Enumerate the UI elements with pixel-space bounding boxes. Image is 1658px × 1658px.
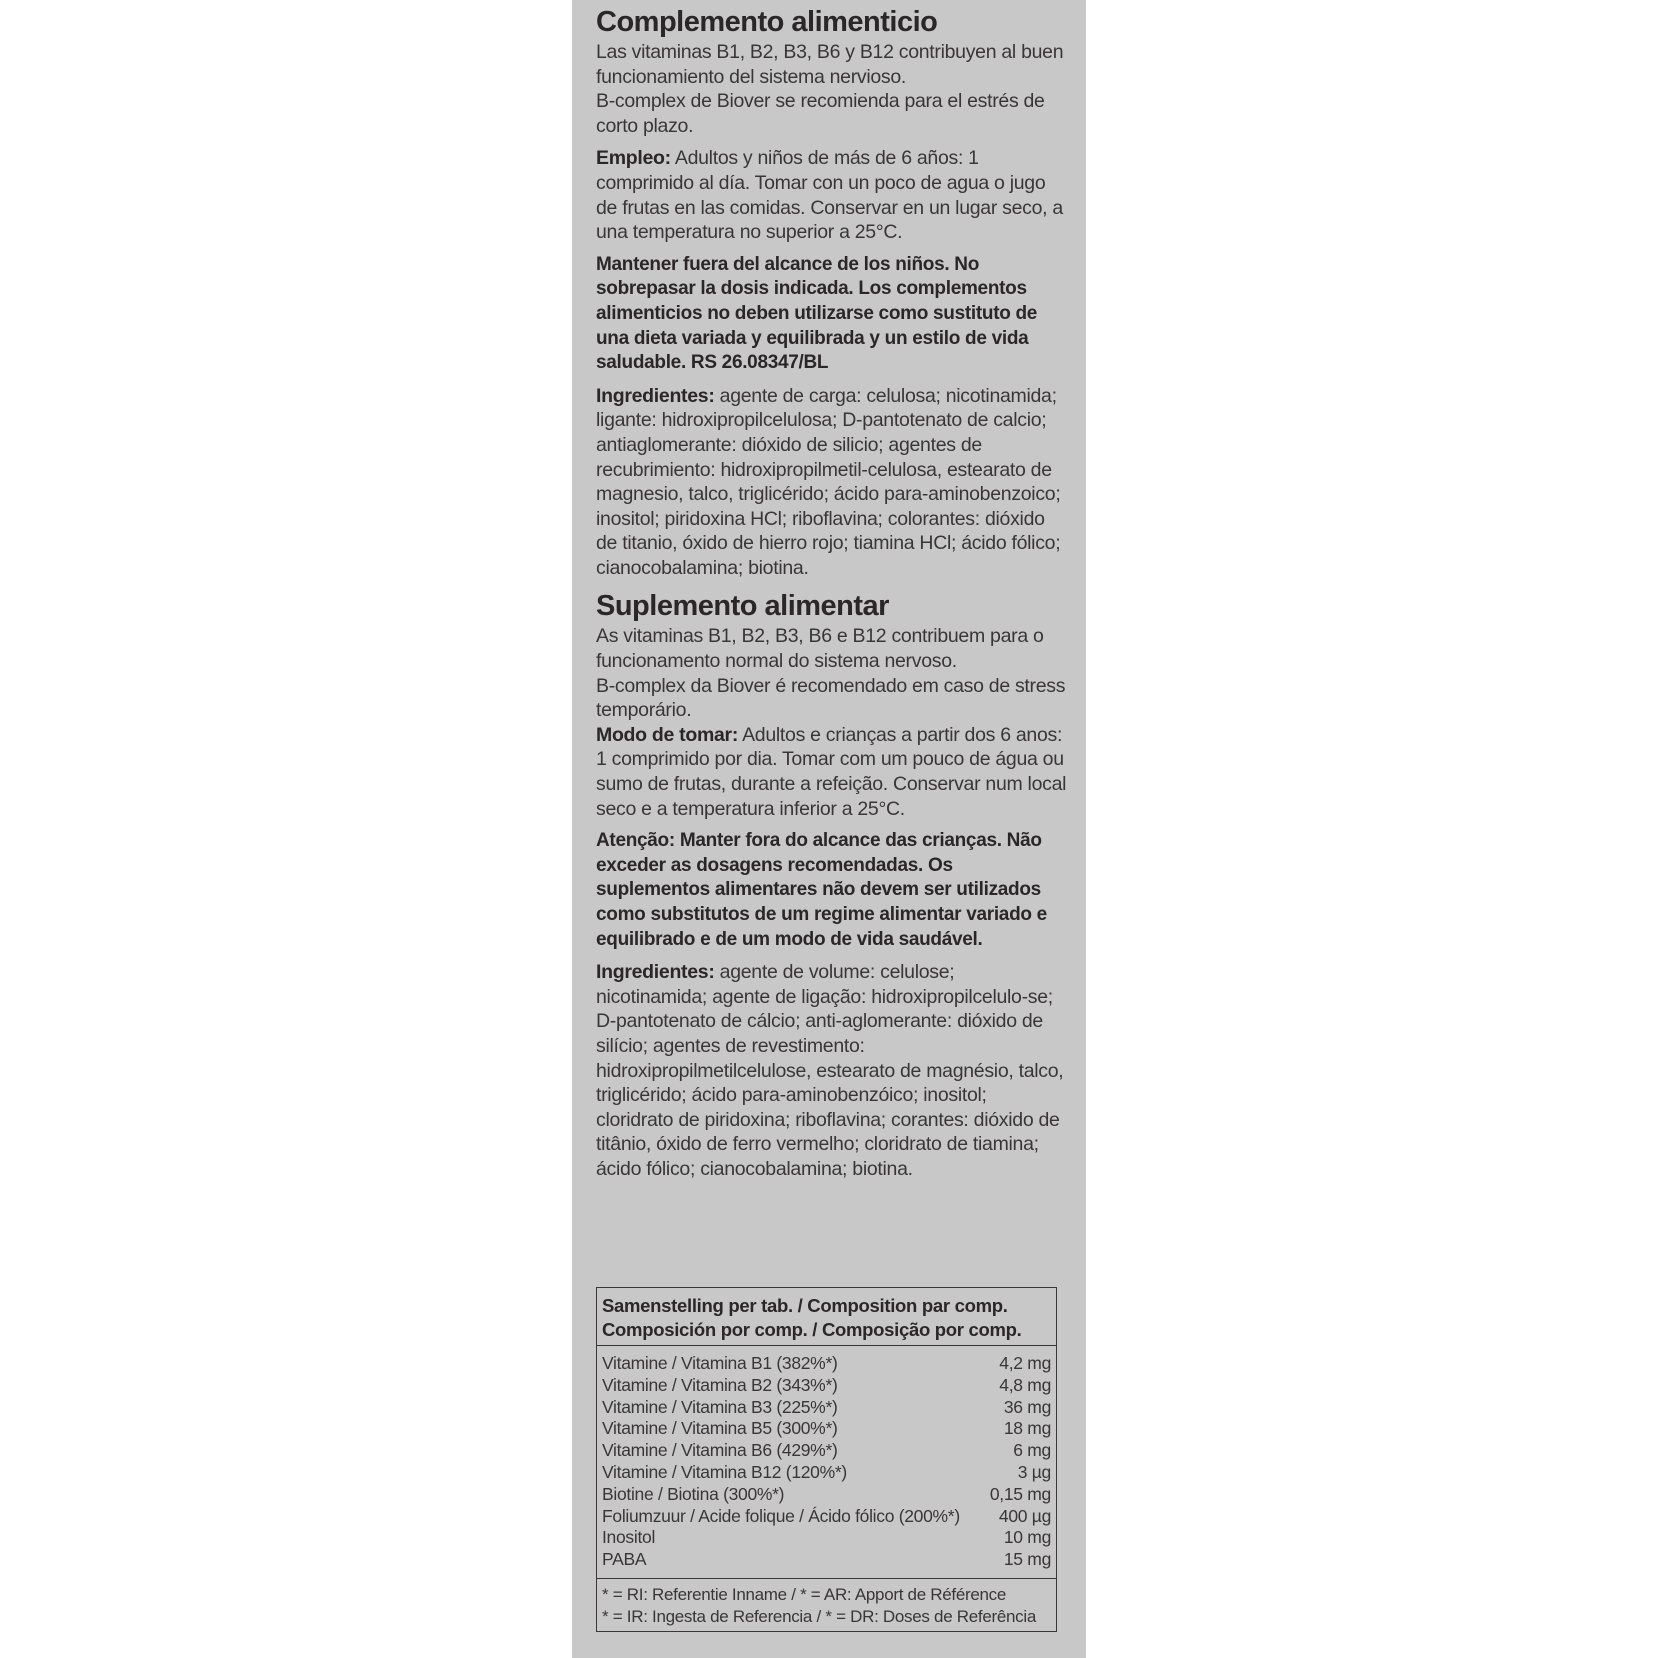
es-intro-2: B-complex de Biover se recomienda para el estrés de corto plazo. (596, 90, 1045, 137)
es-ingredients-text: agente de carga: celulosa; nicotinamida; ligante: hidroxipropilcelulosa; D-pantotenato de calcio; antiaglomerante: dióxido de silicio; agentes de recubrimiento: hidroxipropilmetil-celulosa, estearato de magnesio, talco, triglicérido; ácido para-aminobenzoico; inositol; piridoxina HCl; riboflavina; colorantes: dióxido de titanio, óxido de hierro rojo; tiamina HCl; ácido fólico; cianocobalamina; biotina. (596, 384, 1061, 579)
nutrient-name: Vitamine / Vitamina B5 (300%*) (602, 1418, 838, 1439)
nutrient-amount: 36 mg (1003, 1396, 1051, 1417)
nutrient-amount: 18 mg (1003, 1418, 1051, 1439)
composition-table (596, 1287, 1057, 1632)
pt-ingredients-text: agente de volume: celulose; nicotinamida; agente de ligação: hidroxipropilcelulo-se; D-pantotenato de cálcio; anti-aglomerante: dióxido de silício; agentes de revestimento: hidroxipropilmetilcelulose, estearato de magnésio, talco, triglicérido; ácido para-aminobenzóico; inositol; cloridrato de piridoxina; riboflavina; corantes: dióxido de titânio, óxido de ferro vermelho; cloridrato de tiamina; ácido fólico; cianocobalamina; biotina. (596, 961, 1064, 1180)
es-ingredients (596, 384, 1068, 581)
nutrient-amount: 400 µg (998, 1505, 1051, 1526)
nutrient-amount: 3 µg (1017, 1461, 1051, 1482)
nutrient-name: Foliumzuur / Acide folique / Ácido fólico (200%*) (602, 1505, 960, 1526)
nutrient-amount: 6 mg (1013, 1440, 1051, 1461)
es-usage-text: Adultos y niños de más de 6 años: 1 comprimido al día. Tomar con un poco de agua o jugo de frutas en las comidas. Conservar en un lugar seco, a una temperatura no superior a 25°C. (596, 147, 1063, 244)
composition-footnote (597, 1579, 1056, 1631)
es-warning: Mantener fuera del alcance de los niños. No sobrepasar la dosis indicada. Los complementos alimenticios no deben utilizarse como sustituto de una dieta variada y equilibrada y un estilo de vida saludable. RS 26.08347/BL (596, 253, 1038, 374)
pt-ingredients-label: Ingredientes: (596, 961, 715, 984)
pt-warning: Atenção: Manter fora do alcance das crianças. Não exceder as dosagens recomendadas. Os suplementos alimentares não devem ser utilizados como substitutos de um regime alimentar variado e equilibrado e de um modo de vida saudável. (596, 830, 1047, 950)
table-row (602, 1462, 1051, 1484)
pt-intro-1: As vitaminas B1, B2, B3, B6 e B12 contribuem para o funcionamento normal do sistema nervoso. (596, 625, 1044, 673)
table-row (602, 1440, 1051, 1462)
es-intro-1: Las vitaminas B1, B2, B3, B6 y B12 contribuyen al buen funcionamiento del sistema nervioso. (596, 41, 1064, 88)
es-title: Complemento alimenticio (596, 6, 938, 38)
composition-header-line-2: Composición por comp. / Composição por comp. (602, 1319, 1022, 1340)
es-ingredients-label: Ingredientes: (596, 384, 715, 407)
table-row (602, 1353, 1051, 1375)
nutrient-name: Vitamine / Vitamina B3 (225%*) (602, 1396, 838, 1417)
pt-usage-text: Adultos e crianças a partir dos 6 anos: 1 comprimido por dia. Tomar com um pouco de água ou sumo de frutas, durante a refeição. Conservar num local seco e a temperatura inferior a 25°C. (596, 723, 1067, 820)
label-panel (572, 0, 1086, 1658)
composition-header-line-1: Samenstelling per tab. / Composition par comp. (602, 1295, 1008, 1316)
nutrient-amount: 4,2 mg (999, 1353, 1051, 1373)
composition-header (597, 1288, 1056, 1346)
table-row (602, 1506, 1051, 1528)
nutrient-name: Vitamine / Vitamina B12 (120%*) (602, 1461, 847, 1482)
nutrient-name: Vitamine / Vitamina B1 (382%*) (602, 1353, 838, 1373)
pt-usage (596, 723, 1068, 821)
footnote-line-2: * = IR: Ingesta de Referencia / * = DR: Doses de Referência (602, 1606, 1036, 1626)
pt-intro-2: B-complex da Biover é recomendado em caso de stress temporário. (596, 674, 1066, 722)
es-usage (596, 146, 1068, 244)
es-usage-label: Empleo: (596, 147, 671, 170)
nutrient-name: Vitamine / Vitamina B6 (429%*) (602, 1440, 838, 1461)
composition-rows (597, 1346, 1056, 1579)
pt-usage-label: Modo de tomar: (596, 723, 739, 746)
nutrient-amount: 4,8 mg (999, 1374, 1051, 1395)
nutrient-amount: 15 mg (1003, 1549, 1051, 1570)
table-row (602, 1397, 1051, 1419)
nutrient-name: Vitamine / Vitamina B2 (343%*) (602, 1374, 838, 1395)
table-row (602, 1375, 1051, 1397)
table-row (602, 1549, 1051, 1571)
nutrient-name: PABA (602, 1549, 647, 1570)
nutrient-amount: 0,15 mg (989, 1483, 1051, 1504)
footnote-line-1: * = RI: Referentie Inname / * = AR: Apport de Référence (602, 1584, 1007, 1604)
pt-ingredients (596, 960, 1068, 1181)
table-row (602, 1418, 1051, 1440)
table-row (602, 1527, 1051, 1549)
table-row (602, 1484, 1051, 1506)
pt-title: Suplemento alimentar (596, 590, 889, 623)
nutrient-name: Inositol (602, 1527, 656, 1548)
nutrient-name: Biotine / Biotina (300%*) (602, 1483, 785, 1504)
nutrient-amount: 10 mg (1003, 1527, 1051, 1548)
